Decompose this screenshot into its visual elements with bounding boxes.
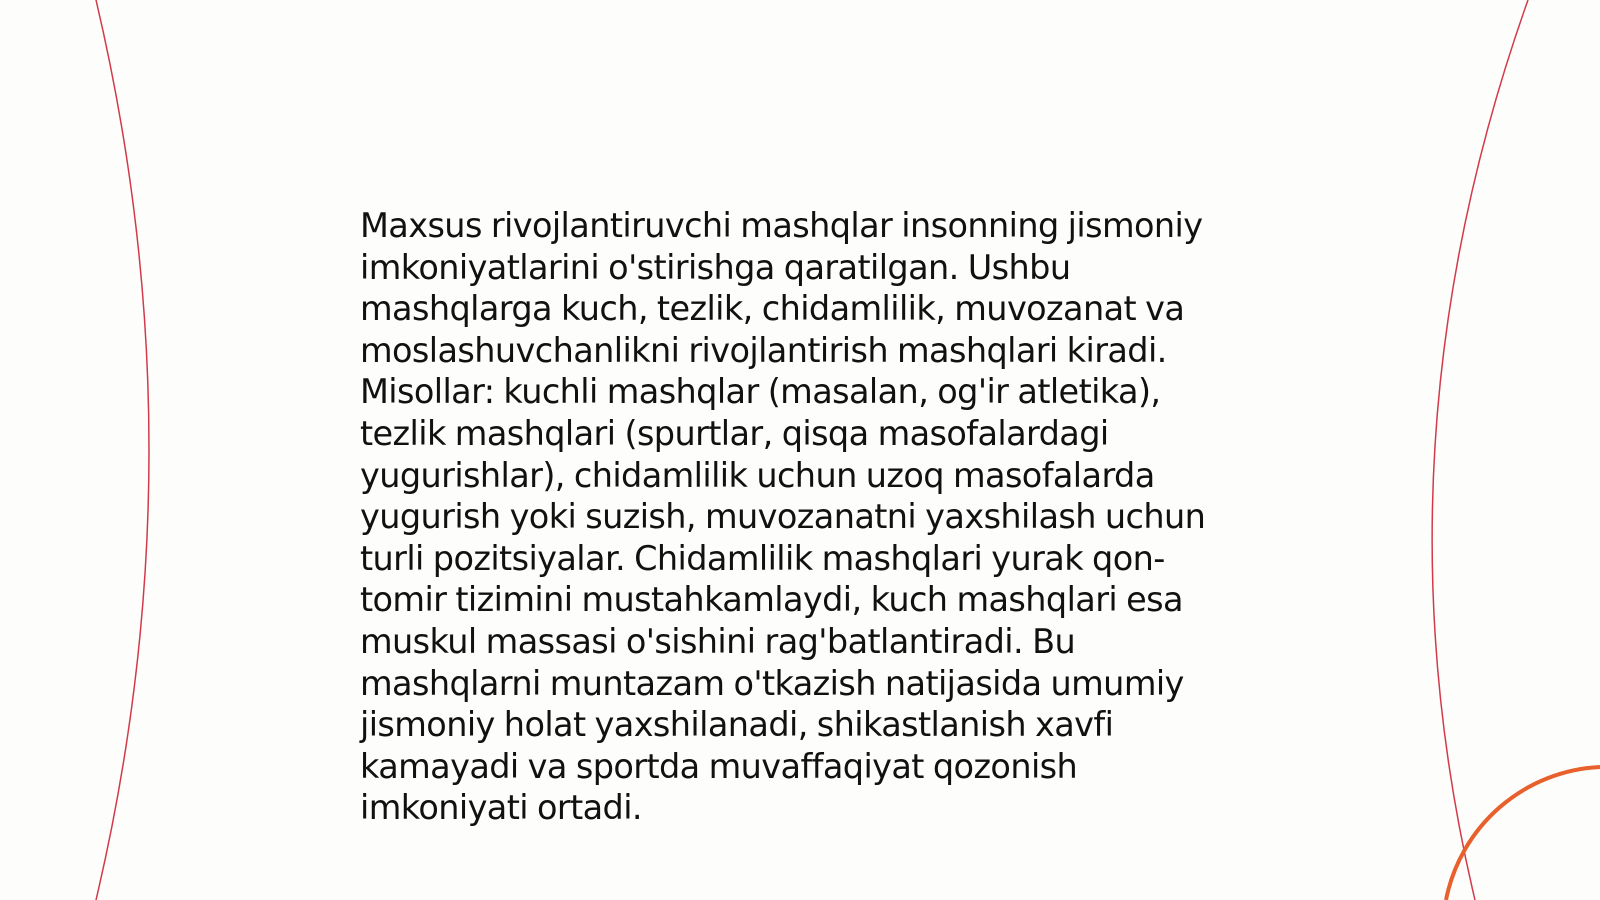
right-curve-line <box>1432 0 1528 900</box>
text-line: yugurish yoki suzish, muvozanatni yaxshilash uchun <box>360 497 1206 537</box>
text-line: turli pozitsiyalar. Chidamlilik mashqlari yurak qon- <box>360 538 1165 578</box>
text-line: tezlik mashqlari (spurtlar, qisqa masofalardagi <box>360 413 1109 453</box>
text-line: Maxsus rivojlantiruvchi mashqlar insonning jismoniy <box>360 206 1203 245</box>
text-line: yugurishlar), chidamlilik uchun uzoq masofalarda <box>360 455 1155 495</box>
text-line: imkoniyati ortadi. <box>360 788 642 828</box>
text-line: kamayadi va sportda muvaffaqiyat qozonish <box>360 746 1078 786</box>
text-line: Misollar: kuchli mashqlar (masalan, og'ir atletika), <box>360 372 1161 412</box>
body-paragraph <box>360 205 1240 829</box>
text-line: moslashuvchanlikni rivojlantirish mashqlari kiradi. <box>360 330 1167 370</box>
text-line: mashqlarni muntazam o'tkazish natijasida umumiy <box>360 663 1184 703</box>
text-line: mashqlarga kuch, tezlik, chidamlilik, muvozanat va <box>360 289 1185 329</box>
text-line: jismoniy holat yaxshilanadi, shikastlanish xavfi <box>360 705 1114 745</box>
left-curve-line <box>96 0 149 900</box>
text-line: tomir tizimini mustahkamlaydi, kuch mashqlari esa <box>360 580 1183 620</box>
text-line: imkoniyatlarini o'stirishga qaratilgan. Ushbu <box>360 247 1071 287</box>
text-line: muskul massasi o'sishini rag'batlantiradi. Bu <box>360 621 1076 661</box>
accent-arc <box>1446 767 1600 900</box>
